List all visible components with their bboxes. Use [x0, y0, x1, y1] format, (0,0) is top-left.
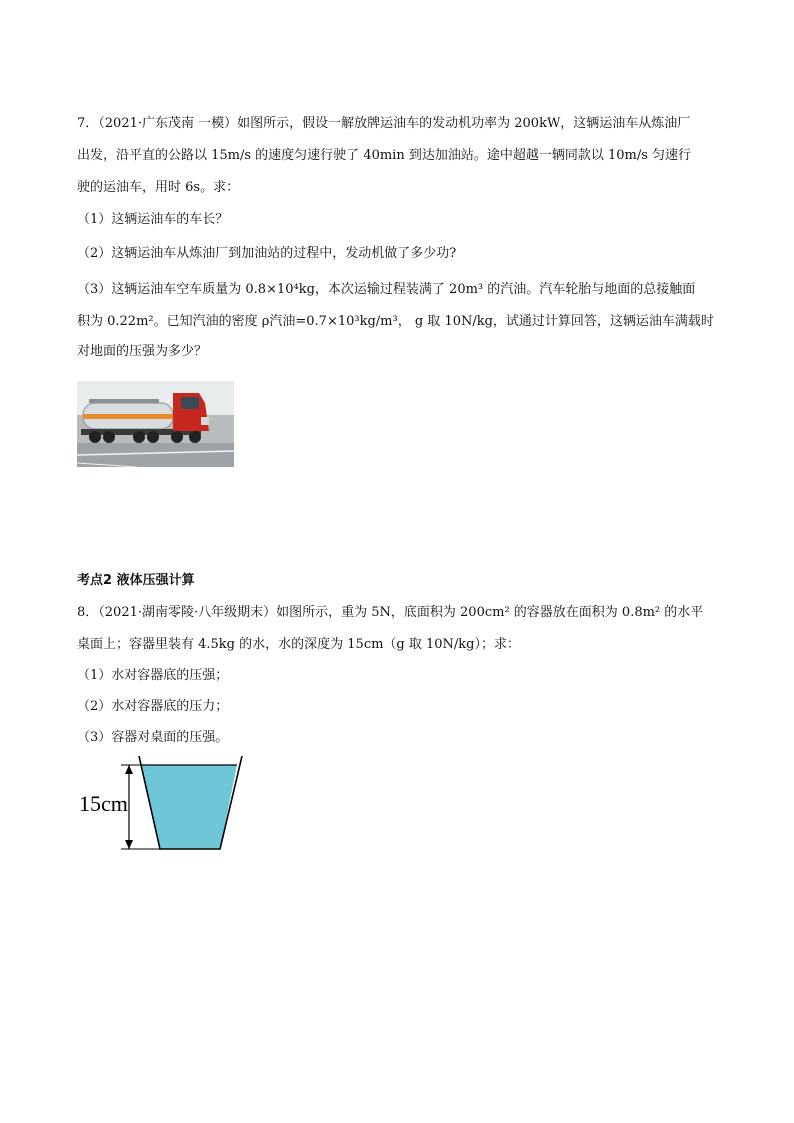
q7-sub-3-line-1: （3）这辆运油车空车质量为 0.8×10⁴kg，本次运输过程装满了 20m³ 的汽油。汽车轮胎与地面的总接触面 [77, 282, 696, 297]
section-heading: 考点2 液体压强计算 [77, 573, 195, 588]
q8-sub-3: （3）容器对桌面的压强。 [77, 730, 229, 745]
q8-sub-2: （2）水对容器底的压力； [77, 699, 229, 714]
q7-sub-2: （2）这辆运油车从炼油厂到加油站的过程中，发动机做了多少功? [77, 246, 457, 261]
q7-line-3: 驶的运油车，用时 6s。求： [77, 180, 240, 195]
q7-line-1: 7．（2021·广东茂南 一模）如图所示，假设一解放牌运油车的发动机功率为 200kW，这辆运油车从炼油厂 [77, 116, 691, 131]
tanker-truck-photo [77, 381, 234, 467]
depth-label: 15cm [79, 791, 128, 816]
q8-sub-1: （1）水对容器底的压强； [77, 668, 229, 683]
q7-line-2: 出发，沿平直的公路以 15m/s 的速度匀速行驶了 40min 到达加油站。途中超越一辆同款以 10m/s 匀速行 [77, 148, 692, 163]
q7-sub-1: （1）这辆运油车的车长？ [77, 212, 229, 227]
q8-line-1: 8．（2021·湖南零陵·八年级期末）如图所示，重为 5N，底面积为 200cm² 的容器放在面积为 0.8m² 的水平 [77, 605, 704, 620]
q7-sub-3-line-2: 积为 0.22m²。已知汽油的密度 ρ汽油=0.7×10³kg/m³， g 取 10N/kg，试通过计算回答，这辆运油车满载时 [77, 314, 714, 329]
q7-sub-3-line-3: 对地面的压强为多少？ [77, 344, 208, 359]
container-figure [77, 752, 252, 861]
q8-line-2: 桌面上；容器里装有 4.5kg 的水，水的深度为 15cm（g 取 10N/kg）；求： [77, 637, 521, 652]
